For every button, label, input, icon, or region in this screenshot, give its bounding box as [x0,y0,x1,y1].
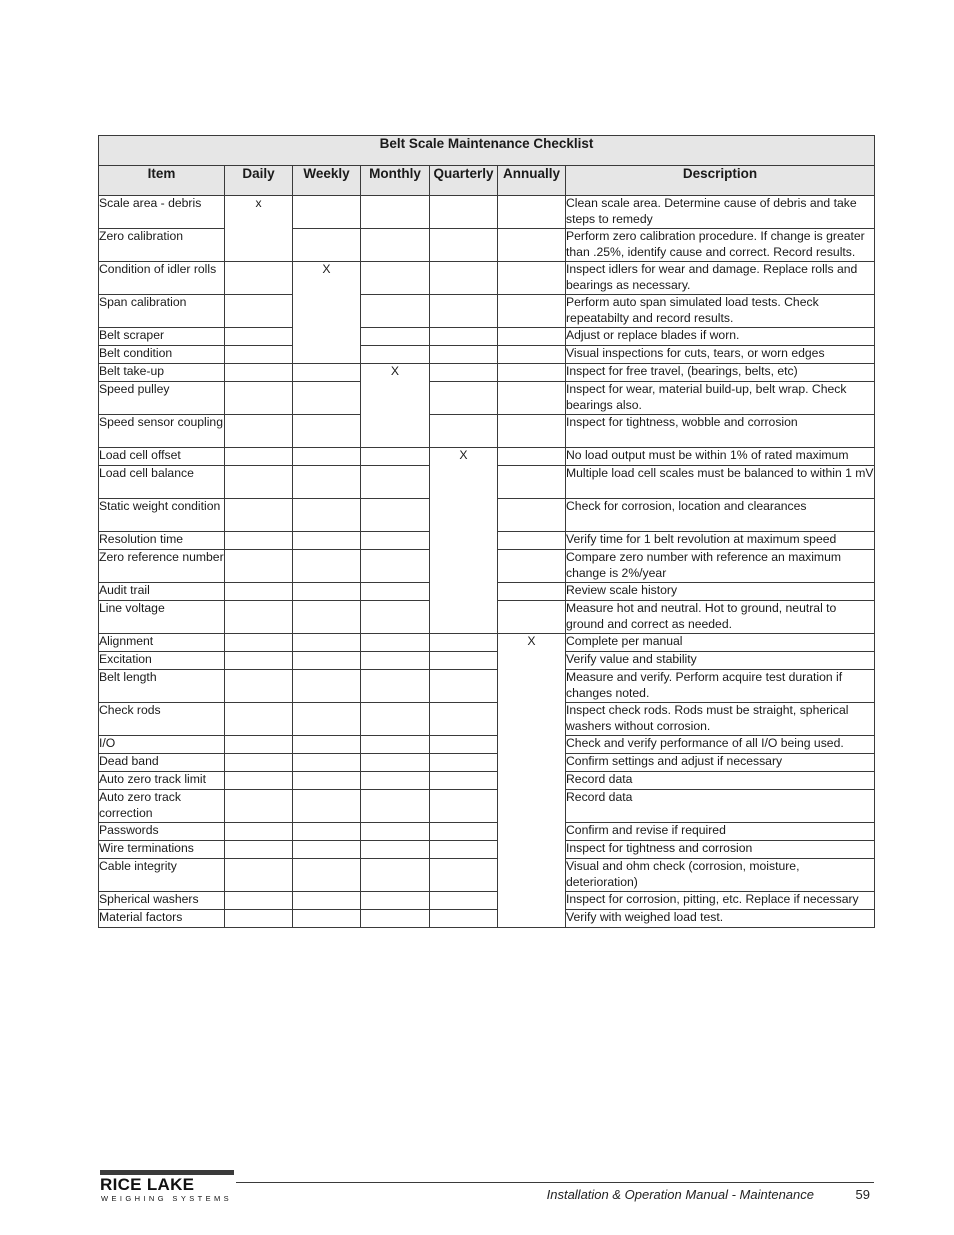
empty-cell [225,601,293,634]
item-cell: Belt scraper [99,328,225,346]
empty-cell [498,382,566,415]
item-cell: Dead band [99,754,225,772]
empty-cell [293,415,361,448]
empty-cell [430,841,498,859]
empty-cell [225,499,293,532]
page-number: 59 [855,1187,870,1202]
empty-cell [225,466,293,499]
empty-cell [430,295,498,328]
empty-cell [430,790,498,823]
empty-cell [293,910,361,928]
empty-cell [293,550,361,583]
empty-cell [430,364,498,382]
empty-cell [293,532,361,550]
table-row [99,670,875,703]
empty-cell [430,328,498,346]
empty-cell [293,634,361,652]
empty-cell [361,583,430,601]
description-cell: Inspect check rods. Rods must be straight, spherical washers without corrosion. [566,703,875,736]
table-row [99,262,875,295]
table-header-row [99,166,875,196]
empty-cell [430,892,498,910]
description-cell: Confirm settings and adjust if necessary [566,754,875,772]
item-cell: Load cell offset [99,448,225,466]
empty-cell [361,229,430,262]
empty-cell [498,499,566,532]
empty-cell [498,196,566,229]
empty-cell [361,892,430,910]
empty-cell [225,346,293,364]
empty-cell [498,328,566,346]
description-cell: Measure hot and neutral. Hot to ground, neutral to ground and correct as needed. [566,601,875,634]
empty-cell [430,196,498,229]
empty-cell [293,583,361,601]
description-cell: Review scale history [566,583,875,601]
empty-cell [430,415,498,448]
item-cell: Resolution time [99,532,225,550]
item-cell: Scale area - debris [99,196,225,229]
table-row [99,328,875,346]
table-row [99,790,875,823]
empty-cell [361,790,430,823]
empty-cell [293,703,361,736]
empty-cell [225,823,293,841]
empty-cell [293,859,361,892]
empty-cell [430,703,498,736]
item-cell: Belt take-up [99,364,225,382]
table-row [99,772,875,790]
table-title: Belt Scale Maintenance Checklist [99,136,875,166]
item-cell: Line voltage [99,601,225,634]
table-row [99,229,875,262]
empty-cell [498,364,566,382]
empty-cell [498,229,566,262]
empty-cell [225,448,293,466]
table-row [99,346,875,364]
empty-cell [225,583,293,601]
table-title-row [99,136,875,166]
empty-cell [498,262,566,295]
description-cell: Inspect for free travel, (bearings, belts, etc) [566,364,875,382]
item-cell: Span calibration [99,295,225,328]
item-cell: Zero calibration [99,229,225,262]
empty-cell [430,670,498,703]
item-cell: Speed sensor coupling [99,415,225,448]
empty-cell [293,823,361,841]
description-cell: Complete per manual [566,634,875,652]
table-row [99,652,875,670]
description-cell: Check for corrosion, location and clearances [566,499,875,532]
table-row [99,703,875,736]
empty-cell [225,532,293,550]
description-cell: Inspect for wear, material build-up, belt wrap. Check bearings also. [566,382,875,415]
item-cell: Zero reference number [99,550,225,583]
empty-cell [361,823,430,841]
empty-cell [225,550,293,583]
empty-cell [361,841,430,859]
empty-cell [498,295,566,328]
empty-cell [225,790,293,823]
table-row [99,736,875,754]
empty-cell [498,532,566,550]
description-cell: Compare zero number with reference an maximum change is 2%/year [566,550,875,583]
description-cell: Visual and ohm check (corrosion, moisture, deterioration) [566,859,875,892]
description-cell: Visual inspections for cuts, tears, or worn edges [566,346,875,364]
logo-wordmark: RICE LAKE [100,1175,195,1194]
table-row [99,382,875,415]
empty-cell [225,652,293,670]
empty-cell [225,415,293,448]
empty-cell [225,364,293,382]
empty-cell [361,601,430,634]
empty-cell [293,841,361,859]
monthly-mark: X [361,364,430,448]
empty-cell [225,382,293,415]
empty-cell [225,295,293,328]
empty-cell [430,823,498,841]
empty-cell [293,499,361,532]
annually-mark: X [498,634,566,928]
empty-cell [293,652,361,670]
description-cell: Perform zero calibration procedure. If change is greater than .25%, identify cause and correct. Record results. [566,229,875,262]
column-header-item: Item [99,166,225,196]
empty-cell [361,910,430,928]
column-header-annually: Annually [498,166,566,196]
empty-cell [361,532,430,550]
item-cell: Audit trail [99,583,225,601]
empty-cell [293,364,361,382]
table-row [99,448,875,466]
empty-cell [293,772,361,790]
footer-title: Installation & Operation Manual - Maintenance [546,1187,814,1202]
item-cell: Check rods [99,703,225,736]
empty-cell [361,196,430,229]
empty-cell [293,670,361,703]
daily-mark: x [225,196,293,262]
column-header-quarterly: Quarterly [430,166,498,196]
column-header-description: Description [566,166,875,196]
empty-cell [225,328,293,346]
empty-cell [293,736,361,754]
description-cell: Inspect for corrosion, pitting, etc. Replace if necessary [566,892,875,910]
description-cell: Perform auto span simulated load tests. Check repeatabilty and record results. [566,295,875,328]
empty-cell [361,262,430,295]
table-row [99,634,875,652]
description-cell: Record data [566,790,875,823]
item-cell: Auto zero track limit [99,772,225,790]
empty-cell [498,601,566,634]
empty-cell [430,754,498,772]
empty-cell [225,754,293,772]
empty-cell [361,550,430,583]
empty-cell [293,892,361,910]
empty-cell [361,652,430,670]
description-cell: Check and verify performance of all I/O being used. [566,736,875,754]
empty-cell [361,859,430,892]
table-row [99,364,875,382]
description-cell: Verify value and stability [566,652,875,670]
column-header-weekly: Weekly [293,166,361,196]
empty-cell [293,382,361,415]
item-cell: Excitation [99,652,225,670]
item-cell: Static weight condition [99,499,225,532]
description-cell: Confirm and revise if required [566,823,875,841]
empty-cell [498,346,566,364]
empty-cell [498,448,566,466]
item-cell: Load cell balance [99,466,225,499]
empty-cell [361,448,430,466]
description-cell: Inspect idlers for wear and damage. Replace rolls and bearings as necessary. [566,262,875,295]
maintenance-checklist-table [98,135,875,928]
description-cell: Multiple load cell scales must be balanced to within 1 mV [566,466,875,499]
empty-cell [430,262,498,295]
empty-cell [498,583,566,601]
empty-cell [498,550,566,583]
empty-cell [293,229,361,262]
description-cell: Inspect for tightness and corrosion [566,841,875,859]
empty-cell [361,703,430,736]
empty-cell [361,346,430,364]
empty-cell [430,634,498,652]
empty-cell [225,634,293,652]
item-cell: Spherical washers [99,892,225,910]
table-row [99,859,875,892]
weekly-mark: X [293,262,361,364]
empty-cell [293,754,361,772]
empty-cell [430,910,498,928]
item-cell: Cable integrity [99,859,225,892]
item-cell: Belt length [99,670,225,703]
empty-cell [293,448,361,466]
empty-cell [293,790,361,823]
empty-cell [361,466,430,499]
description-cell: Adjust or replace blades if worn. [566,328,875,346]
empty-cell [225,703,293,736]
item-cell: Alignment [99,634,225,652]
table-row [99,754,875,772]
item-cell: Wire terminations [99,841,225,859]
empty-cell [225,892,293,910]
empty-cell [361,295,430,328]
empty-cell [361,499,430,532]
empty-cell [293,196,361,229]
empty-cell [361,634,430,652]
empty-cell [225,859,293,892]
table-row [99,892,875,910]
column-header-monthly: Monthly [361,166,430,196]
empty-cell [225,841,293,859]
empty-cell [430,382,498,415]
table-row [99,910,875,928]
footer-rule [236,1182,874,1183]
description-cell: Record data [566,772,875,790]
logo-tagline: WEIGHING SYSTEMS [101,1194,233,1203]
empty-cell [361,670,430,703]
item-cell: Condition of idler rolls [99,262,225,295]
item-cell: I/O [99,736,225,754]
empty-cell [293,601,361,634]
description-cell: Verify with weighed load test. [566,910,875,928]
description-cell: Verify time for 1 belt revolution at maximum speed [566,532,875,550]
table-row [99,823,875,841]
column-header-daily: Daily [225,166,293,196]
table-row [99,415,875,448]
empty-cell [430,652,498,670]
empty-cell [430,859,498,892]
empty-cell [225,772,293,790]
empty-cell [361,328,430,346]
empty-cell [361,772,430,790]
description-cell: Inspect for tightness, wobble and corrosion [566,415,875,448]
item-cell: Passwords [99,823,225,841]
description-cell: Measure and verify. Perform acquire test duration if changes noted. [566,670,875,703]
empty-cell [293,466,361,499]
quarterly-mark: X [430,448,498,634]
empty-cell [225,670,293,703]
item-cell: Speed pulley [99,382,225,415]
table-row [99,196,875,229]
empty-cell [498,466,566,499]
table-row [99,841,875,859]
empty-cell [225,736,293,754]
empty-cell [225,910,293,928]
empty-cell [498,415,566,448]
description-cell: Clean scale area. Determine cause of debris and take steps to remedy [566,196,875,229]
rice-lake-logo [100,1166,240,1206]
empty-cell [361,736,430,754]
empty-cell [430,736,498,754]
empty-cell [361,754,430,772]
empty-cell [430,346,498,364]
table-row [99,295,875,328]
item-cell: Material factors [99,910,225,928]
empty-cell [225,262,293,295]
item-cell: Belt condition [99,346,225,364]
item-cell: Auto zero track correction [99,790,225,823]
empty-cell [430,229,498,262]
empty-cell [430,772,498,790]
description-cell: No load output must be within 1% of rated maximum [566,448,875,466]
